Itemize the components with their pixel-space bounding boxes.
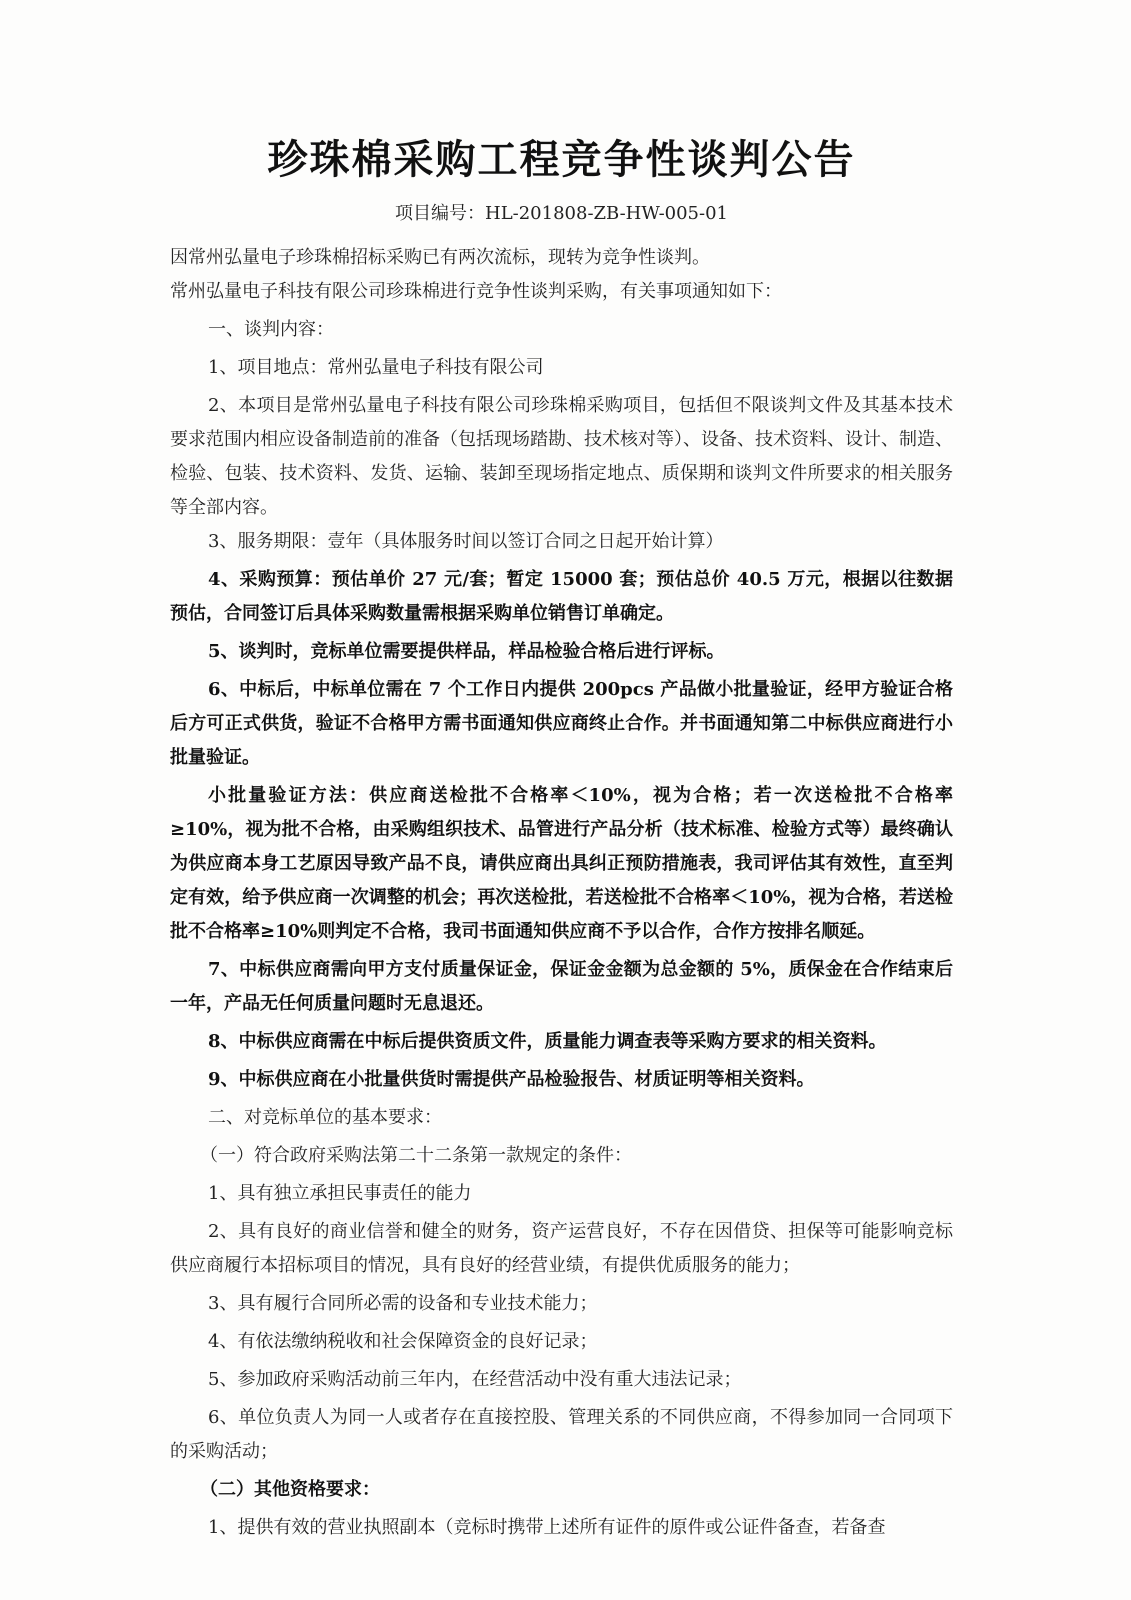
section-2-sub-2: （二）其他资格要求：: [200, 1479, 380, 1500]
section-1-item-2: 2、本项目是常州弘量电子科技有限公司珍珠棉采购项目，包括但不限谈判文件及其基本技术要求范围内相应设备制造前的准备（包括现场踏勘、技术核对等）、设备、技术资料、设计、制造、检验、包装、技术资料、发货、运输、装卸至现场指定地点、质保期和谈判文件所要求的相关服务等全部内容。: [170, 395, 953, 518]
section-1-item-6: 6、中标后，中标单位需在 7 个工作日内提供 200pcs 产品做小批量验证，经甲方验证合格后方可正式供货，验证不合格甲方需书面通知供应商终止合作。并书面通知第二中标供应商进行小批量验证。: [170, 679, 953, 768]
section-2-sub-1-item-2: 2、具有良好的商业信誉和健全的财务，资产运营良好，不存在因借贷、担保等可能影响竞标供应商履行本招标项目的情况，具有良好的经营业绩，有提供优质服务的能力；: [170, 1221, 953, 1276]
section-1-item-3: 3、服务期限：壹年（具体服务时间以签订合同之日起开始计算）: [208, 531, 724, 552]
section-2-sub-2-item-1: 1、提供有效的营业执照副本（竞标时携带上述所有证件的原件或公证件备查，若备查: [208, 1517, 886, 1538]
section-2-sub-1-item-4: 4、有依法缴纳税收和社会保障资金的良好记录；: [208, 1331, 598, 1352]
section-1-item-4: 4、采购预算：预估单价 27 元/套；暂定 15000 套；预估总价 40.5 万元，根据以往数据预估，合同签订后具体采购数量需根据采购单位销售订单确定。: [170, 569, 953, 624]
project-number: 项目编号：HL-201808-ZB-HW-005-01: [395, 203, 728, 224]
section-1-item-9: 9、中标供应商在小批量供货时需提供产品检验报告、材质证明等相关资料。: [208, 1069, 815, 1090]
section-1-item-7: 7、中标供应商需向甲方支付质量保证金，保证金金额为总金额的 5%，质保金在合作结束后一年，产品无任何质量问题时无息退还。: [170, 959, 953, 1014]
section-2-sub-1: （一）符合政府采购法第二十二条第一款规定的条件：: [200, 1145, 632, 1166]
section-1-item-1: 1、项目地点：常州弘量电子科技有限公司: [208, 357, 544, 378]
section-2-sub-1-item-6: 6、单位负责人为同一人或者存在直接控股、管理关系的不同供应商，不得参加同一合同项下的采购活动；: [170, 1407, 953, 1462]
intro-paragraph-2: 常州弘量电子科技有限公司珍珠棉进行竞争性谈判采购，有关事项通知如下：: [170, 281, 782, 302]
section-2-heading: 二、对竞标单位的基本要求：: [208, 1107, 442, 1128]
intro-paragraph-1: 因常州弘量电子珍珠棉招标采购已有两次流标，现转为竞争性谈判。: [170, 247, 710, 268]
section-2-sub-1-item-3: 3、具有履行合同所必需的设备和专业技术能力；: [208, 1293, 598, 1314]
section-2-sub-1-item-5: 5、参加政府采购活动前三年内，在经营活动中没有重大违法记录；: [208, 1369, 742, 1390]
section-1-heading: 一、谈判内容：: [208, 319, 334, 340]
section-1-item-8: 8、中标供应商需在中标后提供资质文件，质量能力调查表等采购方要求的相关资料。: [208, 1031, 887, 1052]
section-2-sub-1-item-1: 1、具有独立承担民事责任的能力: [208, 1183, 472, 1204]
small-batch-method: 小批量验证方法：供应商送检批不合格率＜10%，视为合格；若一次送检批不合格率≥10%，视为批不合格，由采购组织技术、品管进行产品分析（技术标准、检验方式等）最终确认为供应商本身工艺原因导致产品不良，请供应商出具纠正预防措施表，我司评估其有效性，直至判定有效，给予供应商一次调整的机会；再次送检批，若送检批不合格率＜10%，视为合格，若送检批不合格率≥10%则判定不合格，我司书面通知供应商不予以合作，合作方按排名顺延。: [170, 785, 953, 942]
document-title: 珍珠棉采购工程竞争性谈判公告: [267, 136, 856, 183]
section-1-item-5: 5、谈判时，竞标单位需要提供样品，样品检验合格后进行评标。: [208, 641, 725, 662]
